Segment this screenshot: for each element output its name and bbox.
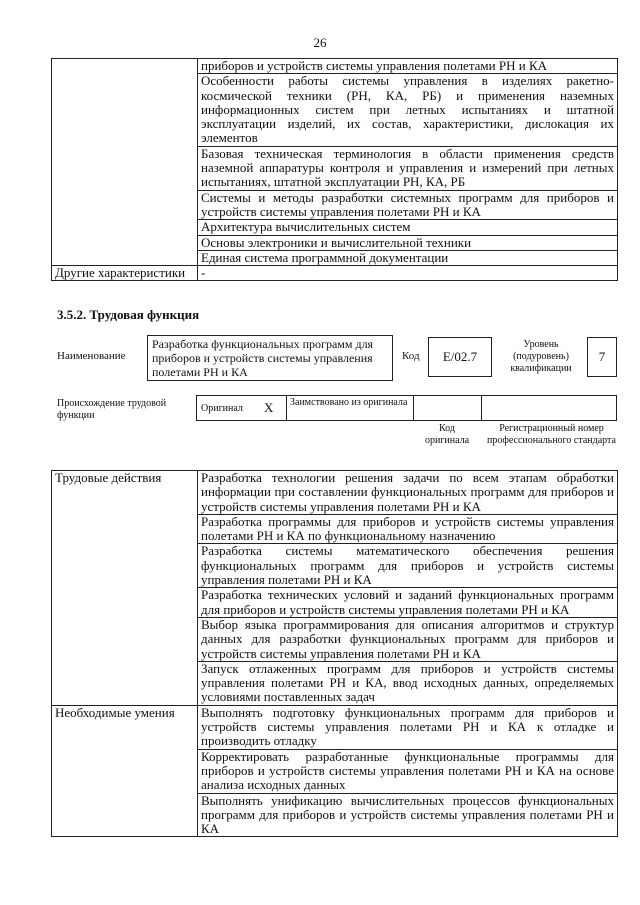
other-characteristics-label: Другие характеристики xyxy=(52,266,198,281)
page-number: 26 xyxy=(313,35,327,50)
code-value: E/02.7 xyxy=(442,349,478,364)
skill-row: Выполнять унификацию вычислительных процессов функциональных программ для приборов и устройств системы управления полетами РН и КА xyxy=(198,793,618,837)
skill-row: Выполнять подготовку функциональных программ для приборов и устройств системы управления полетами РН и КА к отладке и производить отладку xyxy=(198,705,618,749)
action-row: Разработка системы математического обеспечения решения функциональных программ для приборов и устройств системы управления полетами РН и КА xyxy=(198,544,618,588)
original-label: Оригинал xyxy=(201,403,243,414)
level-box xyxy=(587,337,617,377)
knowledge-row: Единая система программной документации xyxy=(198,250,618,265)
function-name-box xyxy=(147,335,393,381)
level-value: 7 xyxy=(598,349,606,364)
knowledge-row: Базовая техническая терминология в области применения средств наземной аппаратуры контроля и управления и измерений при летных испытаниях, штатной эксплуатации РН, КА, РБ xyxy=(198,146,618,190)
origin-divider-2 xyxy=(413,395,414,421)
section-heading: 3.5.2. Трудовая функция xyxy=(57,307,200,322)
borrowed-label: Заимствовано из оригинала xyxy=(290,397,408,408)
name-label: Наименование xyxy=(57,350,126,362)
knowledge-row: Архитектура вычислительных систем xyxy=(198,220,618,235)
other-characteristics-value: - xyxy=(198,266,618,281)
knowledge-row: Особенности работы системы управления в изделиях ракетно-космической техники (РН, КА, РБ) и применения наземных информационных систем при летных испытаниях и штатной эксплуатации изделий, их состав, характеристики, дислокация их элементов xyxy=(198,74,618,146)
skill-row: Корректировать разработанные функциональные программы для приборов и устройств системы управления полетами РН и КА на основе анализа исходных данных xyxy=(198,749,618,793)
knowledge-label-cell xyxy=(52,59,198,266)
code-box xyxy=(428,337,492,377)
action-row: Разработка технологии решения задачи по всем этапам обработки информации при составлении функциональных программ для приборов и устройств системы управления полетами РН и КА xyxy=(198,471,618,515)
action-row: Разработка технических условий и заданий функциональных программ для приборов и устройств системы управления полетами РН и КА xyxy=(198,588,618,618)
function-table xyxy=(51,470,618,837)
action-row: Запуск отлаженных программ для приборов и устройств системы управления полетами РН и КА, ввод исходных данных, определяемых условиями поставленных задач xyxy=(198,661,618,705)
origin-divider-3 xyxy=(481,395,482,421)
code-original-caption: Код оригинала xyxy=(424,423,470,446)
actions-label: Трудовые действия xyxy=(52,471,198,706)
action-row: Выбор языка программирования для описания алгоритмов и структур данных для разработки функциональных программ для приборов и устройств системы управления полетами РН и КА xyxy=(198,617,618,661)
action-row: Разработка программы для приборов и устройств системы управления полетами РН и КА по функциональному назначению xyxy=(198,514,618,544)
knowledge-row: Основы электроники и вычислительной техники xyxy=(198,235,618,250)
level-label: Уровень (подуровень) квалификации xyxy=(510,339,572,374)
origin-divider-1 xyxy=(286,395,287,421)
original-mark: X xyxy=(264,400,274,415)
function-name: Разработка функциональных программ для приборов и устройств системы управления полетами РН и КА xyxy=(152,337,374,379)
skills-label: Необходимые умения xyxy=(52,705,198,837)
code-label: Код xyxy=(402,350,420,362)
origin-label: Происхождение трудовой функции xyxy=(57,398,167,421)
reg-number-caption: Регистрационный номер профессионального стандарта xyxy=(487,423,616,446)
knowledge-table xyxy=(51,58,618,281)
knowledge-row: приборов и устройств системы управления полетами РН и КА xyxy=(198,59,618,74)
knowledge-row: Системы и методы разработки системных программ для приборов и устройств системы управления полетами РН и КА xyxy=(198,190,618,220)
